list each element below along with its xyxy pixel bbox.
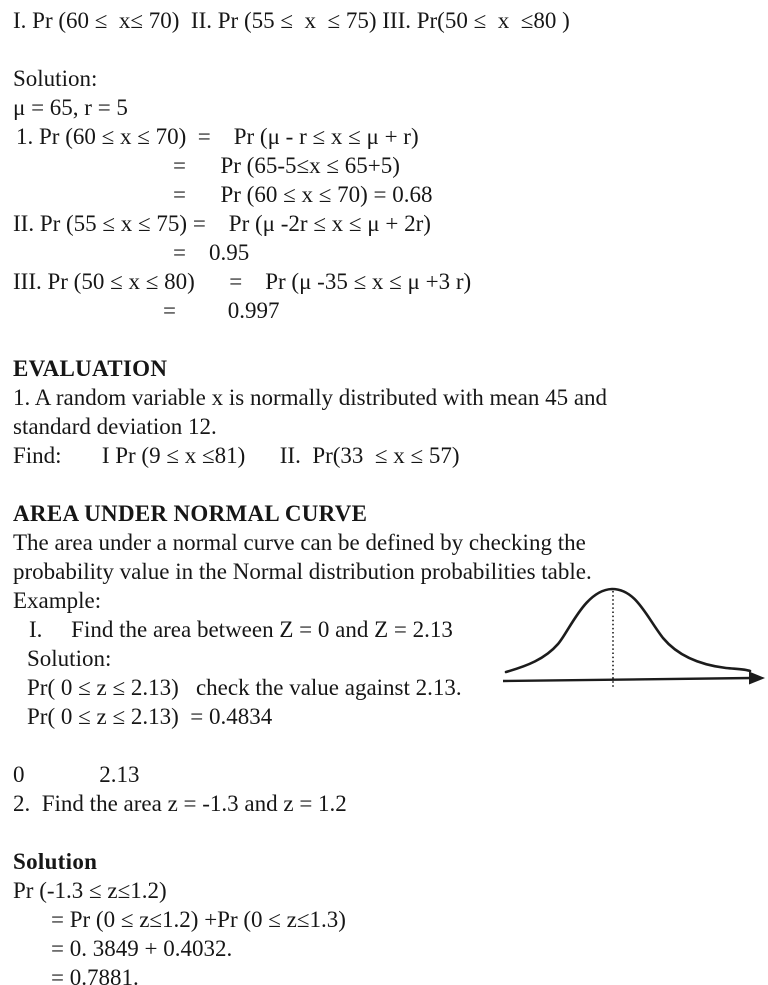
document-lines: [13, 6, 768, 985]
text-line: II. Pr (55 ≤ x ≤ 75) = Pr (μ -2r ≤ x ≤ μ + 2r): [13, 211, 431, 236]
text-line: Example:: [13, 588, 102, 613]
blank-line: [13, 731, 768, 760]
text-line: probability value in the Normal distribution probabilities table.: [13, 559, 592, 584]
text-line: Find: I Pr (9 ≤ x ≤81) II. Pr(33 ≤ x ≤ 57): [13, 443, 460, 468]
text-line: = 0.997: [163, 298, 280, 323]
text-line: 1. Pr (60 ≤ x ≤ 70) = Pr (μ - r ≤ x ≤ μ + r): [16, 124, 419, 149]
text-line: EVALUATION: [13, 356, 168, 381]
bell-curve-path: [506, 589, 750, 672]
text-line: 2. Find the area z = -1.3 and z = 1.2: [13, 791, 347, 816]
blank-line: [13, 818, 768, 847]
text-line: I. Pr (60 ≤ x≤ 70) II. Pr (55 ≤ x ≤ 75) III. Pr(50 ≤ x ≤80 ): [13, 8, 570, 33]
x-axis-line: [503, 678, 752, 681]
text-line: Pr( 0 ≤ z ≤ 2.13) = 0.4834: [27, 704, 273, 729]
text-line: 1. A random variable x is normally distributed with mean 45 and: [13, 385, 608, 410]
text-line: III. Pr (50 ≤ x ≤ 80) = Pr (μ -35 ≤ x ≤ μ +3 r): [13, 269, 472, 294]
text-line: I. Find the area between Z = 0 and Z = 2.13: [29, 617, 453, 642]
text-line: Solution:: [13, 66, 98, 91]
text-line: = 0.7881.: [51, 965, 139, 985]
text-line: = 0. 3849 + 0.4032.: [51, 936, 233, 961]
text-line: 0 2.13: [13, 762, 140, 787]
blank-line: [13, 325, 768, 354]
text-line: Pr (-1.3 ≤ z≤1.2): [13, 878, 167, 903]
text-line: Solution:: [27, 646, 112, 671]
text-line: = Pr (60 ≤ x ≤ 70) = 0.68: [173, 182, 433, 207]
text-line: AREA UNDER NORMAL CURVE: [13, 501, 368, 526]
blank-line: [13, 35, 768, 64]
text-line: μ = 65, r = 5: [13, 95, 128, 120]
text-line: = 0.95: [173, 240, 250, 265]
text-line: Solution: [13, 849, 98, 874]
text-line: The area under a normal curve can be defined by checking the: [13, 530, 586, 555]
text-line: standard deviation 12.: [13, 414, 217, 439]
blank-line: [13, 470, 768, 499]
normal-curve-figure: [499, 580, 768, 696]
text-line: = Pr (65-5≤x ≤ 65+5): [173, 153, 400, 178]
x-axis-arrowhead-icon: [749, 672, 765, 685]
text-line: Pr( 0 ≤ z ≤ 2.13) check the value against 2.13.: [27, 675, 462, 700]
text-line: = Pr (0 ≤ z≤1.2) +Pr (0 ≤ z≤1.3): [51, 907, 346, 932]
